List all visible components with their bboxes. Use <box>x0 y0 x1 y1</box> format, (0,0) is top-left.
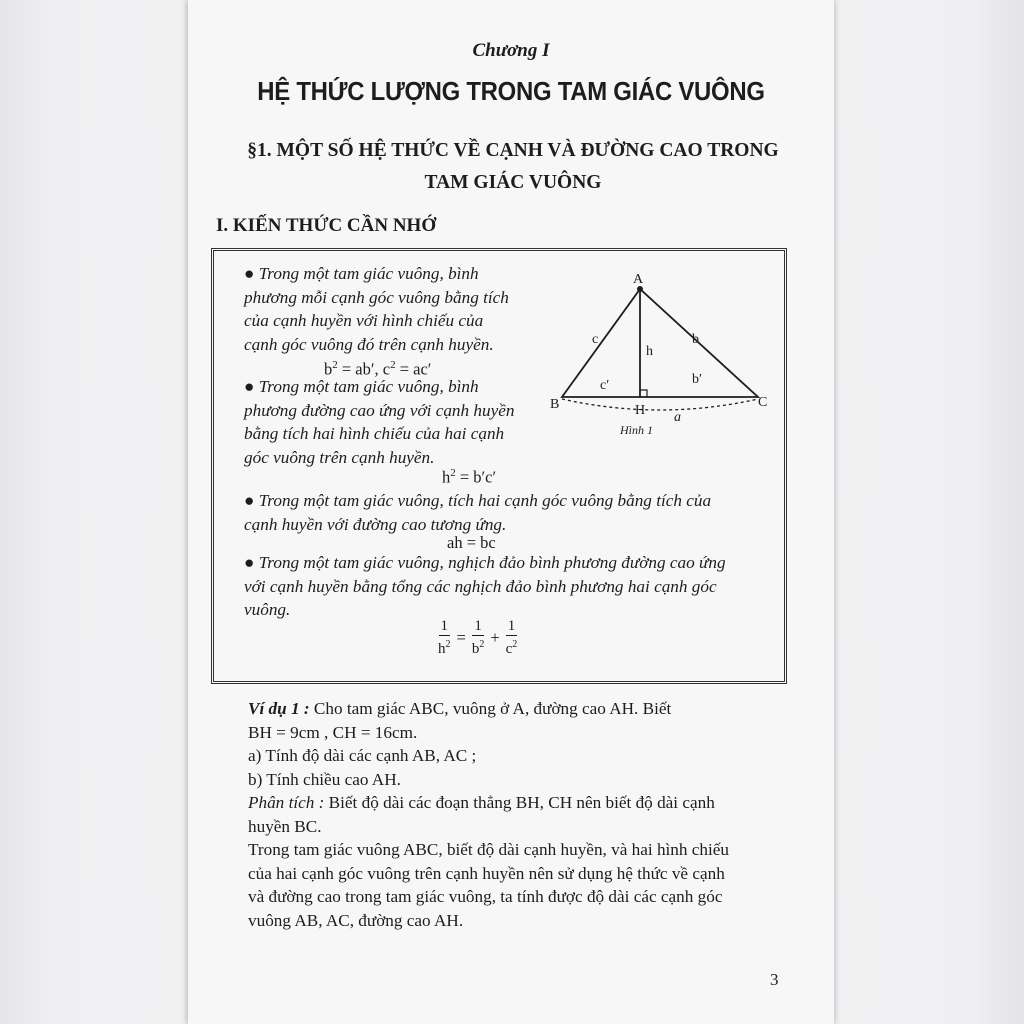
fraction-mid: $\frac{1}{b^2}$ <box>471 618 485 657</box>
bullet-line: Trong một tam giác vuông, bình <box>258 264 479 283</box>
example-question-a: a) Tính độ dài các cạnh AB, AC ; <box>248 746 477 765</box>
label-b: B <box>550 397 560 412</box>
chapter-label: Chương I <box>472 40 550 61</box>
example-paragraph-line: và đường cao trong tam giác vuông, ta tính được độ dài các cạnh góc <box>248 887 723 906</box>
bullet-line: phương đường cao ứng với cạnh huyền <box>244 400 515 420</box>
label-c: C <box>758 395 768 410</box>
bullet-icon: ● <box>244 264 259 283</box>
bullet-line: vuông. <box>244 600 291 619</box>
example-paragraph-line: Trong tam giác vuông ABC, biết độ dài cạnh huyền, và hai hình chiếu <box>248 840 730 859</box>
bullet-line: với cạnh huyền bằng tổng các nghịch đảo bình phương hai cạnh góc <box>244 576 717 596</box>
theory-box <box>211 248 787 684</box>
example-text: BH = 9cm , CH = 16cm. <box>248 722 418 742</box>
bullet-3 <box>244 489 784 536</box>
analysis-text: huyền BC. <box>248 816 322 836</box>
fraction-rhs: $\frac{1}{c^2}$ <box>505 618 518 657</box>
bullet-icon: ● <box>244 491 259 510</box>
bullet-line: Trong một tam giác vuông, nghịch đảo bình phương đường cao ứng <box>258 553 726 572</box>
label-height-h: h <box>646 344 653 359</box>
book-page <box>188 0 834 1024</box>
bullet-4 <box>244 551 784 622</box>
bullet-1 <box>244 262 544 356</box>
example-text: Cho tam giác ABC, vuông ở A, đường cao AH. Biết <box>313 699 672 718</box>
chapter-title: HỆ THỨC LƯỢNG TRONG TAM GIÁC VUÔNG <box>257 76 765 106</box>
formula-4: $\frac{1}{h^2}$ = $\frac{1}{b^2}$ + $\frac{1}{c^2}$ <box>438 618 518 657</box>
bullet-line: góc vuông trên cạnh huyền. <box>244 447 435 467</box>
section-title-line2: TAM GIÁC VUÔNG <box>424 172 602 193</box>
bullet-line: Trong một tam giác vuông, bình <box>258 377 479 396</box>
bullet-line: cạnh huyền với đường cao tương ứng. <box>244 514 507 534</box>
hypotenuse-arc <box>562 399 758 410</box>
fraction-lhs: $\frac{1}{h^2}$ <box>438 618 451 657</box>
section-title <box>228 135 798 199</box>
label-side-a: a <box>674 410 681 425</box>
example-label: Ví dụ 1 : <box>248 699 310 718</box>
example-paragraph-line: của hai cạnh góc vuông trên cạnh huyền nên sử dụng hệ thức về cạnh <box>248 863 725 883</box>
section-title-line1: §1. MỘT SỐ HỆ THỨC VỀ CẠNH VÀ ĐƯỜNG CAO TRONG <box>247 140 779 161</box>
bullet-2 <box>244 375 544 469</box>
triangle-figure <box>544 271 784 436</box>
analysis-label: Phân tích : <box>248 793 325 812</box>
figure-caption: Hình 1 <box>620 423 653 436</box>
label-b-prime: b′ <box>692 372 703 387</box>
bullet-icon: ● <box>244 553 259 572</box>
formula-2: $h^2 = b'c'$ <box>442 467 497 487</box>
bullet-icon: ● <box>244 377 259 396</box>
bullet-line: phương mỗi cạnh góc vuông bằng tích <box>244 287 509 307</box>
bullet-line: bằng tích hai hình chiếu của hai cạnh <box>244 424 505 443</box>
label-c-prime: c′ <box>600 378 610 393</box>
right-angle-mark <box>640 390 647 397</box>
analysis-text: Biết độ dài các đoạn thẳng BH, CH nên biết độ dài cạnh <box>328 793 715 812</box>
label-side-c: c <box>592 332 599 347</box>
example-block <box>248 697 818 932</box>
section-heading: I. KIẾN THỨC CẦN NHỚ <box>216 215 437 236</box>
label-h: H <box>635 403 646 418</box>
formula-1: $b^2 = ab'$, $c^2 = ac'$ <box>324 359 432 379</box>
example-question-b: b) Tính chiều cao AH. <box>248 769 401 789</box>
bullet-line: cạnh góc vuông đó trên cạnh huyền. <box>244 334 494 354</box>
page-number: 3 <box>770 970 779 989</box>
label-a: A <box>633 272 644 287</box>
label-side-b: b <box>692 332 699 347</box>
example-paragraph-line: vuông AB, AC, đường cao AH. <box>248 910 464 930</box>
formula-3: ah = bc <box>447 533 496 552</box>
bullet-line: Trong một tam giác vuông, tích hai cạnh góc vuông bằng tích của <box>258 491 712 510</box>
bullet-line: của cạnh huyền với hình chiếu của <box>244 311 484 330</box>
